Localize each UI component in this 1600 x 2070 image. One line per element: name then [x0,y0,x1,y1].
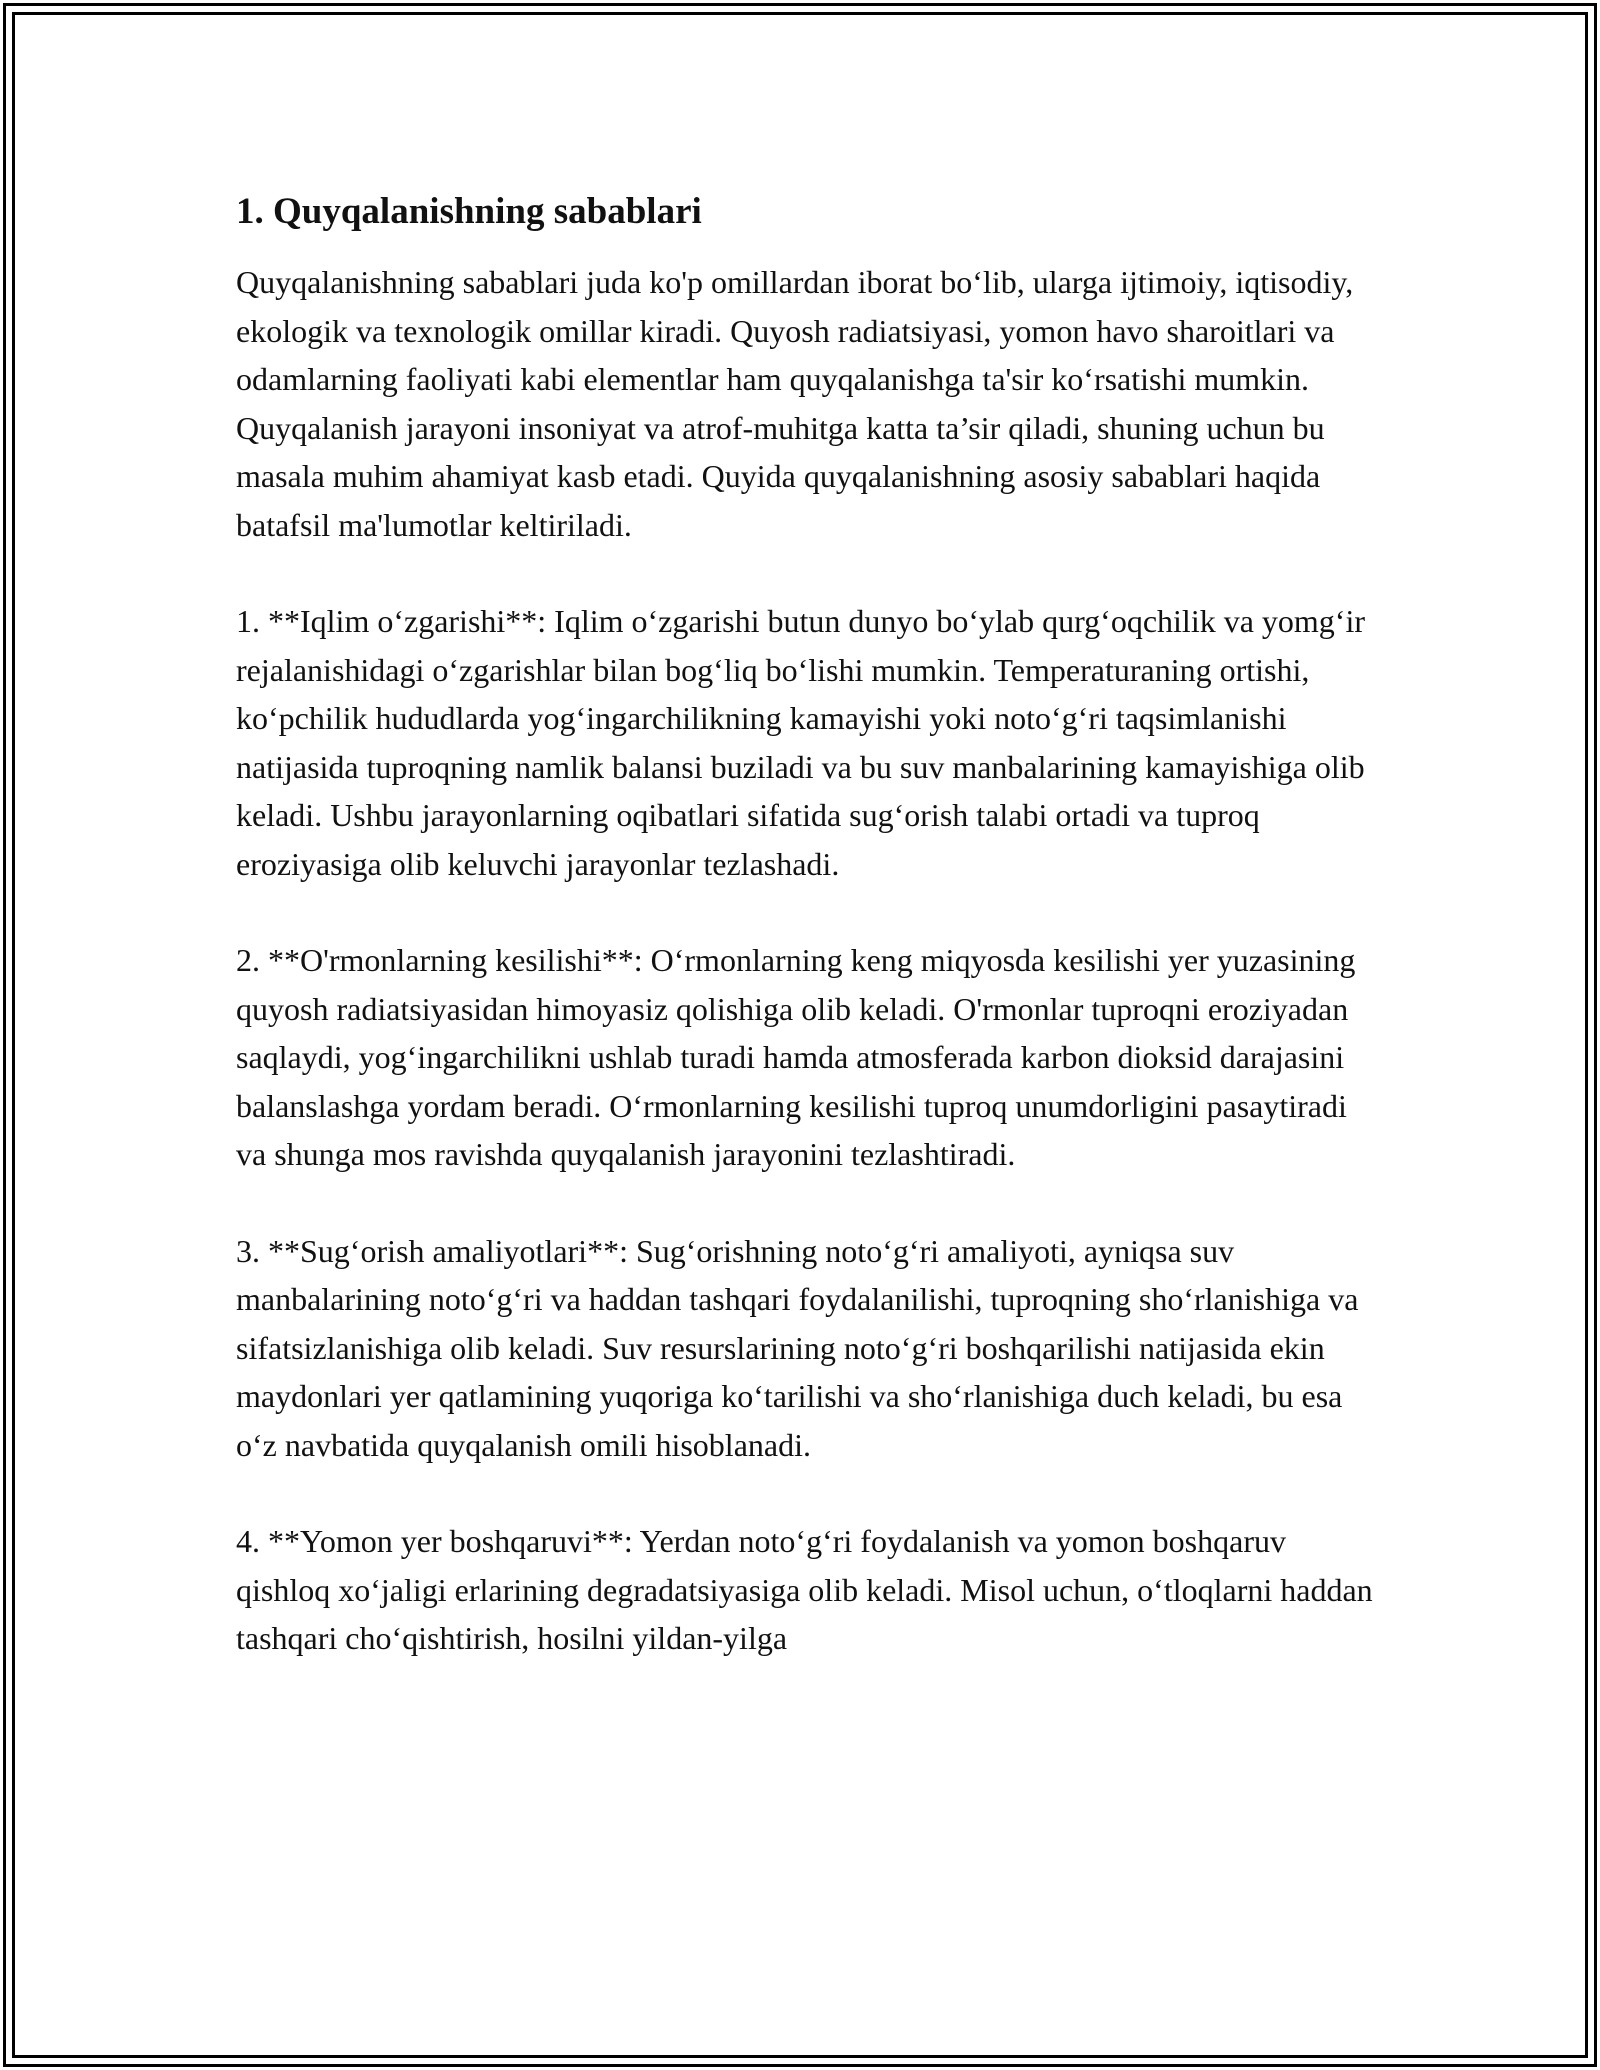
cause-climate-change-paragraph: 1. **Iqlim o‘zgarishi**: Iqlim o‘zgarishi butun dunyo bo‘ylab qurg‘oqchilik va yomg‘ir rejalanishidagi o‘zgarishlar bilan bog‘liq bo‘lishi mumkin. Temperaturaning ortishi, ko‘pchilik hududlarda yog‘ingarchilikning kamayishi yoki noto‘g‘ri taqsimlanishi natijasida tuproqning namlik balansi buziladi va bu suv manbalarining kamayishiga olib keladi. Ushbu jarayonlarning oqibatlari sifatida sug‘orish talabi ortadi va tuproq eroziyasiga olib keluvchi jarayonlar tezlashadi. [236,603,1365,882]
intro-paragraph: Quyqalanishning sabablari juda ko'p omillardan iborat bo‘lib, ularga ijtimoiy, iqtisodiy, ekologik va texnologik omillar kiradi. Quyosh radiatsiyasi, yomon havo sharoitlari va odamlarning faoliyati kabi elementlar ham quyqalanishga ta'sir ko‘rsatishi mumkin. Quyqalanish jarayoni insoniyat va atrof-muhitga katta ta’sir qiladi, shuning uchun bu masala muhim ahamiyat kasb etadi. Quyida quyqalanishning asosiy sabablari haqida batafsil ma'lumotlar keltiriladi. [236,264,1354,543]
document-body [236,188,1376,1663]
cause-deforestation-paragraph: 2. **O'rmonlarning kesilishi**: O‘rmonlarning keng miqyosda kesilishi yer yuzasining quyosh radiatsiyasidan himoyasiz qolishiga olib keladi. O'rmonlar tuproqni eroziyadan saqlaydi, yog‘ingarchilikni ushlab turadi hamda atmosferada karbon dioksid darajasini balanslashga yordam beradi. O‘rmonlarning kesilishi tuproq unumdorligini pasaytiradi va shunga mos ravishda quyqalanish jarayonini tezlashtiradi. [236,942,1356,1172]
cause-irrigation-paragraph: 3. **Sug‘orish amaliyotlari**: Sug‘orishning noto‘g‘ri amaliyoti, ayniqsa suv manbalarining noto‘g‘ri va haddan tashqari foydalanilishi, tuproqning sho‘rlanishiga va sifatsizlanishiga olib keladi. Suv resurslarining noto‘g‘ri boshqarilishi natijasida ekin maydonlari yer qatlamining yuqoriga ko‘tarilishi va sho‘rlanishiga duch keladi, bu esa o‘z navbatida quyqalanish omili hisoblanadi. [236,1232,1359,1463]
section-heading: 1. Quyqalanishning sabablari [236,191,702,232]
cause-land-management-paragraph: 4. **Yomon yer boshqaruvi**: Yerdan noto‘g‘ri foydalanish va yomon boshqaruv qishloq xo‘jaligi erlarining degradatsiyasiga olib keladi. Misol uchun, o‘tloqlarni haddan tashqari cho‘qishtirish, hosilni yildan-yilga [236,1523,1373,1656]
